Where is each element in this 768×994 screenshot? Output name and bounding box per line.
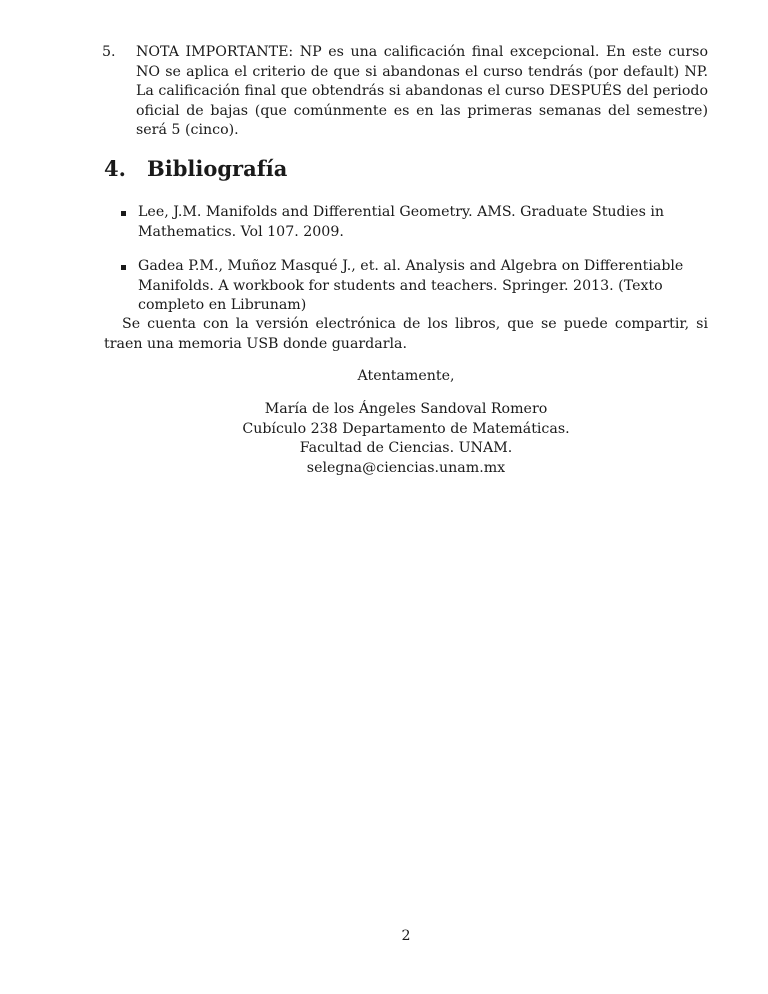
section-heading [104,155,287,183]
page-number: 2 [401,928,411,944]
note-text: NOTA IMPORTANTE: NP es una calificación final excepcional. En este curso NO se aplica el criterio de que si abandonas el curso tendrás (por default) NP. La calificación final que obtendrás si abandonas el curso DESPUÉS del periodo oficial de bajas (que comúnmente es en las primeras semanas del semestre) será 5 (cinco). [136,44,708,138]
note-number: 5. [102,44,116,60]
bullet-icon [121,265,126,270]
section-title: Bibliografía [147,156,288,181]
signature-email: selegna@ciencias.unam.mx [306,459,506,476]
closing-salutation: Atentamente, [357,368,455,384]
important-note [102,43,708,141]
signature-office: Cubículo 238 Departamento de Matemáticas. [242,420,570,437]
signature-name: María de los Ángeles Sandoval Romero [264,401,548,417]
bibliography-item-text: Gadea P.M., Muñoz Masqué J., et. al. Analysis and Algebra on Differentiable Manifolds. A workbook for students and teachers. Springer. 2013. (Texto completo en Librunam) [138,258,684,313]
signature-block [104,400,708,478]
electronic-books-paragraph: Se cuenta con la versión electrónica de los libros, que se puede compartir, si traen una memoria USB donde guardarla. [104,316,708,352]
bibliography-item [138,257,708,316]
bibliography-item-text: Lee, J.M. Manifolds and Differential Geometry. AMS. Graduate Studies in Mathematics. Vol 107. 2009. [138,204,665,240]
bullet-icon [121,211,126,216]
signature-faculty: Facultad de Ciencias. UNAM. [299,440,513,456]
bibliography-list [120,203,708,331]
bibliography-item [138,203,708,242]
section-number: 4. [104,156,126,181]
